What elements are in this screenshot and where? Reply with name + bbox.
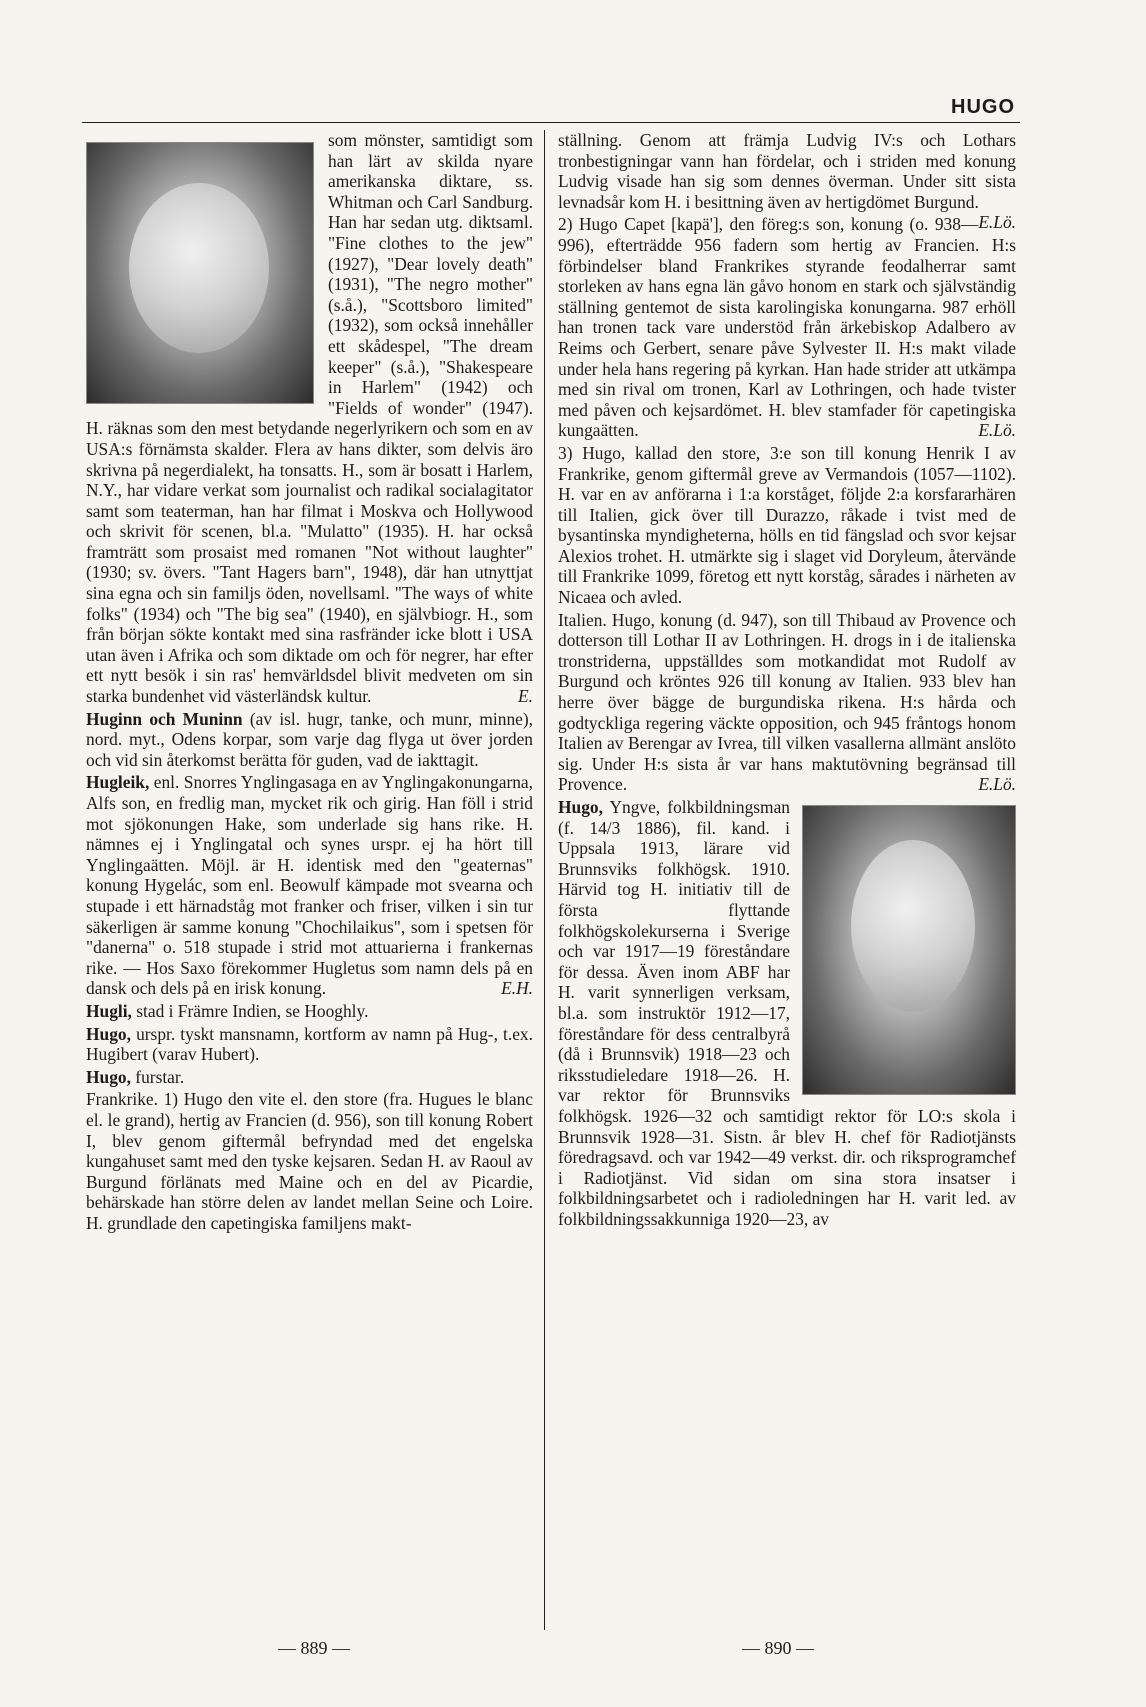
entry-text: Frankrike. 1) Hugo den vite el. den store (fra. Hugues le blanc el. le grand), hertig av Francien (d. 956), son till konung Robert I, blev genom giftermål befryndad med det engelska kungahuset samt med den tyske kejsaren. Sedan H. av Raoul av Burgund förlänats med Maine och en del av Picardie, behärskade han större delen av landet mellan Seine och Loire. H. grundlade den capetingiska familjens makt-: [86, 1089, 533, 1233]
signature: E.H.: [501, 978, 533, 999]
page-number-left: — 889 —: [278, 1638, 350, 1658]
portrait-photo-yngve-hugo: [802, 805, 1016, 1095]
portrait-photo-hughes: [86, 142, 314, 404]
entry-hugli: [86, 1001, 533, 1022]
subentry-italien: [558, 610, 1016, 795]
headword: Hugo,: [86, 1066, 131, 1087]
entry-text: stad i Främre Indien, se Hooghly.: [136, 1000, 369, 1021]
entry-hugleik: [86, 772, 533, 999]
subentry-hugo-den-store: [558, 443, 1016, 608]
running-head: HUGO: [951, 96, 1015, 118]
signature: E.Lö.: [978, 420, 1016, 441]
headword: Hugleik,: [86, 772, 150, 793]
entry-hugo-name: [86, 1024, 533, 1065]
entry-text: urspr. tyskt mansnamn, kortform av namn på Hug-, t.ex. Hugibert (varav Hubert).: [86, 1023, 533, 1065]
column-divider: [544, 130, 545, 1630]
hughes-entry-start: [86, 130, 533, 707]
left-column: [86, 130, 533, 1235]
entry-text: (av isl. hugr, tanke, och munr, minne), nord. myt., Odens korpar, som varje dag flyga ut över jorden och vid sin återkomst berätta för guden, vad de iakttagit.: [86, 708, 533, 770]
headword: Hugo,: [558, 797, 603, 817]
entry-text: Italien. Hugo, konung (d. 947), son till Thibaud av Provence och dotterson till Lothar II av Lothringen. H. drogs in i de italienska tronstriderna, uppställdes som motkandidat mot Rudolf av Burgund och kröntes 926 till konung av Italien. 933 blev han herre över bägge de burgundiska rikena. H:s hårda och godtyckliga regering väckte opposition, och 945 fråntogs honom Italien av Berengar av Ivrea, till vilken vasallerna allmänt anslöto sig. Under H:s sista år var hans maktutövning begränsad till Provence.: [558, 609, 1016, 795]
entry-text: ställning. Genom att främja Ludvig IV:s och Lothars tronbestigningar vann han fördelar, och i striden med konung Ludvig visade han sig som dennes överman. Under sitt sista levnadsår kom H. i besittning även av hertigdömet Burgund.: [558, 130, 1016, 212]
page-number-right: — 890 —: [742, 1638, 814, 1658]
subentry-hugo-capet: [558, 214, 1016, 441]
portrait-face: [129, 183, 269, 353]
right-column: [558, 130, 1016, 1231]
entry-text: furstar.: [135, 1066, 185, 1087]
signature: E.Lö.: [978, 212, 1016, 233]
entry-text: enl. Snorres Ynglingasaga en av Ynglingakonungarna, Alfs son, en fredlig man, mycket rik och girig. Han föll i strid mot sjökonungen Hake, som underlade sig hans rike. H. nämnes ej i Ynglingatal och synes urspr. ej ha hört till Ynglingaätten. Möjl. är H. identisk med den "geaternas" konung Hygelác, som enl. Beowulf kämpade mot svearna och stupade i ett härnadståg mot franker och friser, vilken i sin tur säkerligen är samme konung "Chochilaikus", som i spetsen för "danerna" o. 518 stupade i strid mot attuarierna i frankernas rike. — Hos Saxo förekommer Hugletus som namn dels på en dansk och dels på en irisk konung.: [86, 772, 533, 999]
entry-text: 3) Hugo, kallad den store, 3:e son till konung Henrik I av Frankrike, genom giftermål greve av Vermandois (1057—1102). H. var en av anförarna i 1:a korståget, följde 2:a korsfararhären till Italien, gick över till Durazzo, råkade i tvist med de bysantinska myndigheterna, hölls en tid fängslad och svor kejsar Alexios trohet. H. utmärkte sig i slaget vid Doryleum, återvände till Frankrike 1099, företog ett nytt korståg, sårades i närheten av Nicaea och avled.: [558, 442, 1016, 608]
subentry-frankrike-1-cont: [558, 130, 1016, 233]
hughes-text: som mönster, samtidigt som han lärt av skilda nyare amerikanska diktare, ss. Whitman och Carl Sandburg. Han har sedan utg. diktsaml. "Fine clothes to the jew" (1927), "Dear lovely death" (1931), "The negro mother" (s.å.), "Scottsboro limited" (1932), som också innehåller ett skådespel, "The dream keeper" (s.å.), "Shakespeare in Harlem" (1942) och "Fields of wonder" (1947). H. räknas som den mest betydande negerlyrikern och som en av USA:s förnämsta skalder. Flera av hans dikter, som delvis äro skrivna på negerdialekt, ha tonsatts. H., som är bosatt i Harlem, N.Y., har vidare verkat som journalist och radikal socialagitator samt som teaterman, han har filmat i Moskva och Hollywood och skrivit för scenen, bl.a. "Mulatto" (1935). H. har också framträtt som prosaist med romanen "Not without laughter" (1930; sv. övers. "Tant Hagers barn", 1948), där han utnyttjat sina egna och sin familjs öden, novellsaml. "The ways of white folks" (1934) och "The big sea" (1940), en självbiogr. H., som från början sökte kontakt med sina rasfränder icke blott i USA utan även i Afrika och som diktade om och för negrer, har efter ett nytt besök i sin ras' hemvärldsdel blivit medveten om sin starka bundenhet vid västerländsk kultur.: [86, 130, 533, 707]
signature: E.: [518, 686, 533, 707]
headword: Hugo,: [86, 1023, 131, 1044]
header-rule: [82, 122, 1020, 123]
entry-huginn: [86, 709, 533, 771]
headword: Huginn och Muninn: [86, 708, 243, 729]
entry-hugo-furstar: [86, 1067, 533, 1088]
entry-text: 2) Hugo Capet [kapä'], den föreg:s son, konung (o. 938—996), efterträdde 956 fadern som hertig av Francien. H:s förbindelser bland Frankrikes styrande feodalherrar samt storleken av hans egna län gåvo honom en stark och självständig ställning gentemot de sista karolingiska konungarna. 987 erhöll han tronen tack vare understöd från ärkebiskop Adalbero av Reims och Gerbert, senare påve Sylvester II. H:s makt vilade under hela hans regering på kyrkan. Han hade strider att utkämpa med sin rival om tronen, Karl av Lothringen, och hade tvister med påven och kejsardömet. H. blev stamfader för capetingiska kungaätten.: [558, 214, 1016, 441]
signature: E.Lö.: [978, 774, 1016, 795]
subentry-frankrike-1: [86, 1089, 533, 1233]
entry-text: Yngve, folkbildningsman (f. 14/3 1886), fil. kand. i Uppsala 1913, lärare vid Brunnsviks folkhögsk. 1910. Härvid tog H. initiativ till de första flyttande folkhögskolekurserna i Sverige och var 1917—19 föreståndare för dessa. Även inom ABF har H. varit synnerligen verksam, bl.a. som instruktör 1912—17, föreståndare för dess centralbyrå (då i Brunnsvik) 1918—23 och riksstudieledare 1918—26. H. var rektor för Brunnsviks folkhögsk. 1926—32 och samtidigt rektor för LO:s skola i Brunnsvik 1928—31. Sistn. år blev H. chef för Radiotjänsts föredragsavd. och var 1942—49 verkst. dir. och riksprogramchef i Radiotjänst. Vid sidan om sina stora insatser i folkbildningsarbetet och i radioledningen har H. varit led. av folkbildningssakkunniga 1920—23, av: [558, 797, 1016, 1229]
entry-hugo-yngve: [558, 797, 1016, 1229]
portrait-face: [851, 840, 975, 1012]
headword: Hugli,: [86, 1000, 132, 1021]
